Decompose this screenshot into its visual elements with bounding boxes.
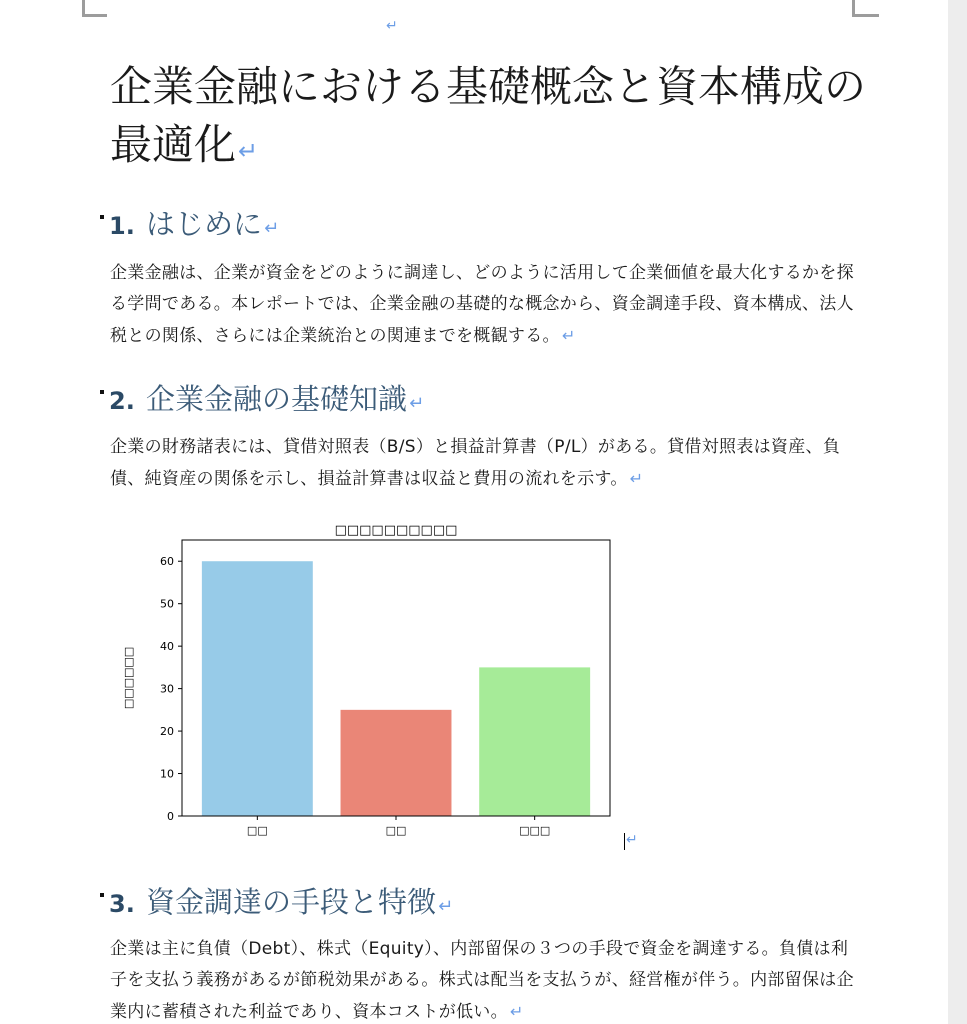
paragraph-mark-top: ↵ (386, 18, 398, 34)
paragraph-mark: ↵ (238, 137, 259, 165)
y-tick-label: 50 (160, 597, 174, 611)
paragraph-mark: ↵ (561, 326, 576, 345)
x-tick-label: □□ (246, 824, 268, 837)
section-body-3[interactable] (110, 934, 862, 1024)
section-heading-3[interactable] (100, 882, 453, 927)
y-tick-label: 40 (160, 640, 174, 654)
section-body-1[interactable] (110, 258, 862, 352)
section-heading-text: 資金調達の手段と特徴 (146, 885, 437, 919)
list-bullet (100, 215, 104, 219)
paragraph-mark: ↵ (438, 896, 454, 917)
chart-bar (341, 710, 452, 816)
y-tick-label: 20 (160, 725, 174, 739)
bar-chart[interactable] (110, 514, 630, 844)
chart-bar (479, 667, 590, 816)
section-heading-text: はじめに (146, 207, 263, 241)
window-edge (948, 0, 967, 1024)
x-tick-label: □□ (385, 824, 407, 837)
section-number: 1. (109, 212, 135, 240)
section-heading-1[interactable] (100, 204, 279, 249)
paragraph-mark-chart: ↵ (626, 832, 638, 848)
y-axis-label: □□□□□□ (122, 646, 135, 710)
body-text: 企業は主に負債（Debt）、株式（Equity）、内部留保の３つの手段で資金を調達する。負債は利子を支払う義務があるが節税効果がある。株式は配当を支払うが、経営権が伴う。内部留保は企業内に蓄積された利益であり、資本コストが低い。 (110, 939, 854, 1022)
y-tick-label: 30 (160, 682, 174, 696)
y-tick-label: 10 (160, 767, 174, 781)
chart-title: □□□□□□□□□□ (334, 523, 458, 538)
body-text: 企業の財務諸表には、貸借対照表（B/S）と損益計算書（P/L）がある。貸借対照表は資産、負債、純資産の関係を示し、損益計算書は収益と費用の流れを示す。 (110, 437, 841, 489)
list-bullet (100, 390, 104, 394)
paragraph-mark: ↵ (629, 469, 644, 488)
crop-mark-left-horizontal (82, 14, 107, 17)
section-heading-text: 企業金融の基礎知識 (146, 382, 408, 416)
y-tick-label: 0 (167, 810, 174, 823)
section-number: 3. (109, 890, 135, 918)
chart-bar (202, 561, 313, 816)
section-number: 2. (109, 387, 135, 415)
list-bullet (100, 893, 104, 897)
body-text: 企業金融は、企業が資金をどのように調達し、どのように活用して企業価値を最大化するかを探る学問である。本レポートでは、企業金融の基礎的な概念から、資金調達手段、資本構成、法人税との関係、さらには企業統治との関連までを概観する。 (110, 263, 854, 346)
paragraph-mark: ↵ (264, 218, 280, 239)
section-heading-2[interactable] (100, 379, 424, 424)
paragraph-mark: ↵ (509, 1002, 524, 1021)
y-tick-label: 60 (160, 555, 174, 569)
x-tick-label: □□□ (519, 824, 551, 837)
title-text: 企業金融における基礎概念と資本構成の最適化 (110, 62, 867, 169)
paragraph-mark: ↵ (409, 393, 425, 414)
crop-mark-right-horizontal (852, 14, 879, 17)
section-body-2[interactable] (110, 432, 862, 495)
document-title[interactable] (110, 58, 870, 180)
text-cursor (624, 833, 625, 850)
